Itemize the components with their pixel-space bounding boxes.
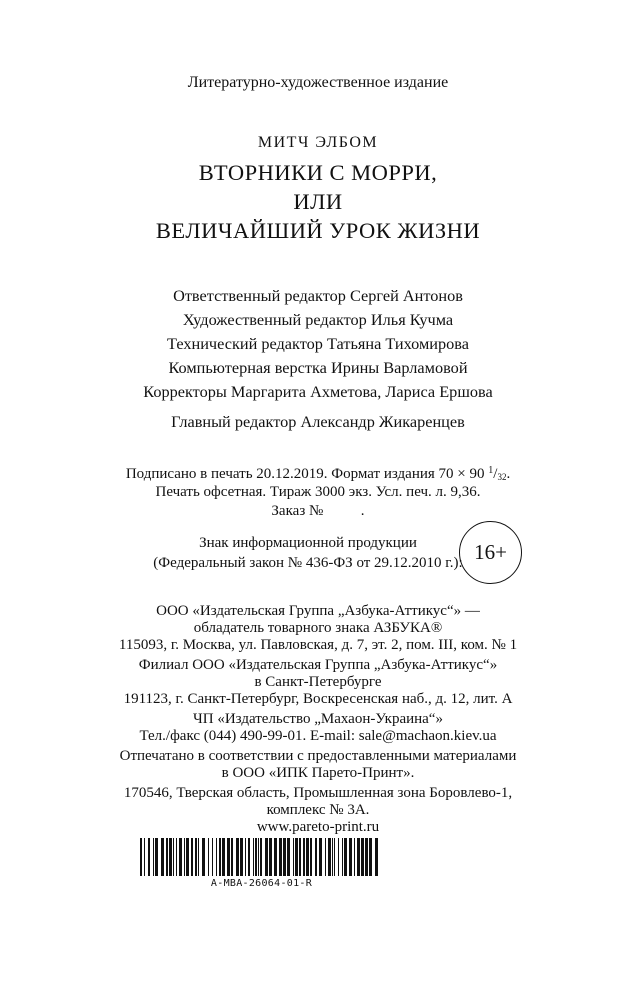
barcode-bar xyxy=(295,838,298,876)
book-title-line-1: ВТОРНИКИ С МОРРИ, xyxy=(198,160,438,185)
publisher-line-1: ООО «Издательская Группа „Азбука-Аттикус“» — xyxy=(156,603,480,619)
chief-editor: Главный редактор Александр Жикаренцев xyxy=(171,412,465,431)
credit-layout: Компьютерная верстка Ирины Варламовой xyxy=(168,358,468,377)
barcode-bar xyxy=(260,838,262,876)
barcode-bar xyxy=(332,838,333,876)
barcode-bar xyxy=(310,838,312,876)
barcode-bar xyxy=(369,838,372,876)
format-denominator: 32 xyxy=(497,472,507,482)
barcode-bar xyxy=(191,838,193,876)
branch-line-2: в Санкт-Петербурге xyxy=(254,674,382,690)
publisher-line-2: обладатель товарного знака АЗБУКА® xyxy=(193,620,443,636)
barcode-bar xyxy=(186,838,189,876)
branch-address: 191123, г. Санкт-Петербург, Воскресенская наб., д. 12, лит. А xyxy=(123,691,513,707)
book-title-line-3: ВЕЛИЧАЙШИЙ УРОК ЖИЗНИ xyxy=(155,218,481,243)
barcode-bar xyxy=(208,838,209,876)
publisher-address: 115093, г. Москва, ул. Павловская, д. 7, эт. 2, пом. III, ком. № 1 xyxy=(118,637,518,653)
book-title-line-2: ИЛИ xyxy=(293,189,343,214)
barcode-bar xyxy=(222,838,225,876)
barcode-bar xyxy=(179,838,182,876)
barcode-bar xyxy=(344,838,347,876)
ukraine-publisher: ЧП «Издательство „Махаон-Украина“» xyxy=(193,711,443,727)
barcode-bar xyxy=(328,838,331,876)
age-rating-badge: 16+ xyxy=(459,521,522,584)
barcode-bar xyxy=(334,838,335,876)
printer-address: 170546, Тверская область, Промышленная зона Боровлево-1, xyxy=(123,785,513,801)
printer-line-1: Отпечатано в соответствии с предоставленными материалами xyxy=(119,748,517,764)
barcode-bar xyxy=(140,838,142,876)
barcode-bar xyxy=(283,838,286,876)
barcode-bar xyxy=(365,838,368,876)
barcode-bar xyxy=(279,838,282,876)
format-slash: / xyxy=(493,466,498,482)
barcode-bar xyxy=(349,838,352,876)
barcode-bar xyxy=(153,838,154,876)
barcode-bar xyxy=(306,838,309,876)
barcode-bar xyxy=(354,838,355,876)
barcode-bar xyxy=(176,838,177,876)
barcode-bar xyxy=(325,838,326,876)
barcode-bar xyxy=(357,838,360,876)
barcode-bar xyxy=(245,838,246,876)
barcode-bar xyxy=(216,838,217,876)
barcode-bar xyxy=(155,838,158,876)
barcode-bar xyxy=(375,838,378,876)
barcode-bar xyxy=(255,838,257,876)
credit-proofreaders: Корректоры Маргарита Ахметова, Лариса Ершова xyxy=(143,382,493,401)
barcode-bar xyxy=(148,838,150,876)
order-number: Заказ № . xyxy=(271,503,365,519)
edition-type: Литературно-художественное издание xyxy=(187,74,449,91)
credit-art-editor: Художественный редактор Илья Кучма xyxy=(182,310,454,329)
barcode-bar xyxy=(287,838,290,876)
barcode-code: A-MBA-26064-01-R xyxy=(210,878,313,889)
barcode-bar xyxy=(315,838,317,876)
barcode-bar xyxy=(269,838,272,876)
barcode-bar xyxy=(173,838,174,876)
barcode-bar xyxy=(303,838,305,876)
barcode-bar xyxy=(240,838,243,876)
barcode-bar xyxy=(338,838,339,876)
format-numerator: 1 xyxy=(488,465,494,476)
barcode-bar xyxy=(144,838,145,876)
printer-website: www.pareto-print.ru xyxy=(256,819,380,835)
barcode-bar xyxy=(274,838,277,876)
barcode-bar xyxy=(198,838,199,876)
barcode-bar xyxy=(265,838,268,876)
barcode-bar xyxy=(184,838,185,876)
barcode-image xyxy=(140,838,383,876)
printer-line-2: в ООО «ИПК Парето-Принт». xyxy=(221,765,415,781)
author-name: МИТЧ ЭЛБОМ xyxy=(257,134,379,151)
barcode-bar xyxy=(166,838,168,876)
barcode-bar xyxy=(361,838,364,876)
print-info-line-1 xyxy=(0,465,636,483)
info-sign-label: Знак информационной продукции xyxy=(199,535,417,551)
credit-responsible-editor: Ответственный редактор Сергей Антонов xyxy=(173,286,463,305)
barcode-bar xyxy=(319,838,322,876)
branch-line-1: Филиал ООО «Издательская Группа „Азбука-Аттикус“» xyxy=(138,657,498,673)
barcode-bar xyxy=(161,838,164,876)
barcode-bar xyxy=(212,838,213,876)
barcode-bar xyxy=(248,838,250,876)
barcode-bar xyxy=(236,838,239,876)
printer-complex: комплекс № 3А. xyxy=(266,802,370,818)
barcode-bar xyxy=(253,838,254,876)
barcode-bar xyxy=(342,838,343,876)
ukraine-contacts: Тел./факс (044) 490-99-01. E-mail: sale@machaon.kiev.ua xyxy=(139,728,497,744)
barcode-bar xyxy=(258,838,259,876)
barcode-bar xyxy=(195,838,197,876)
info-sign-law: (Федеральный закон № 436-ФЗ от 29.12.2010 г.): xyxy=(153,555,463,571)
print-format-text: Подписано в печать 20.12.2019. Формат издания 70 × 90 xyxy=(125,466,489,482)
barcode-bar xyxy=(227,838,230,876)
format-period: . xyxy=(506,466,511,482)
barcode-bar xyxy=(299,838,301,876)
barcode-bar xyxy=(293,838,294,876)
barcode-bar xyxy=(169,838,172,876)
barcode-bar xyxy=(219,838,221,876)
barcode-bar xyxy=(202,838,205,876)
print-info-line-2: Печать офсетная. Тираж 3000 экз. Усл. печ. л. 9,36. xyxy=(155,484,481,500)
credit-technical-editor: Технический редактор Татьяна Тихомирова xyxy=(167,334,469,353)
barcode-bar xyxy=(231,838,233,876)
